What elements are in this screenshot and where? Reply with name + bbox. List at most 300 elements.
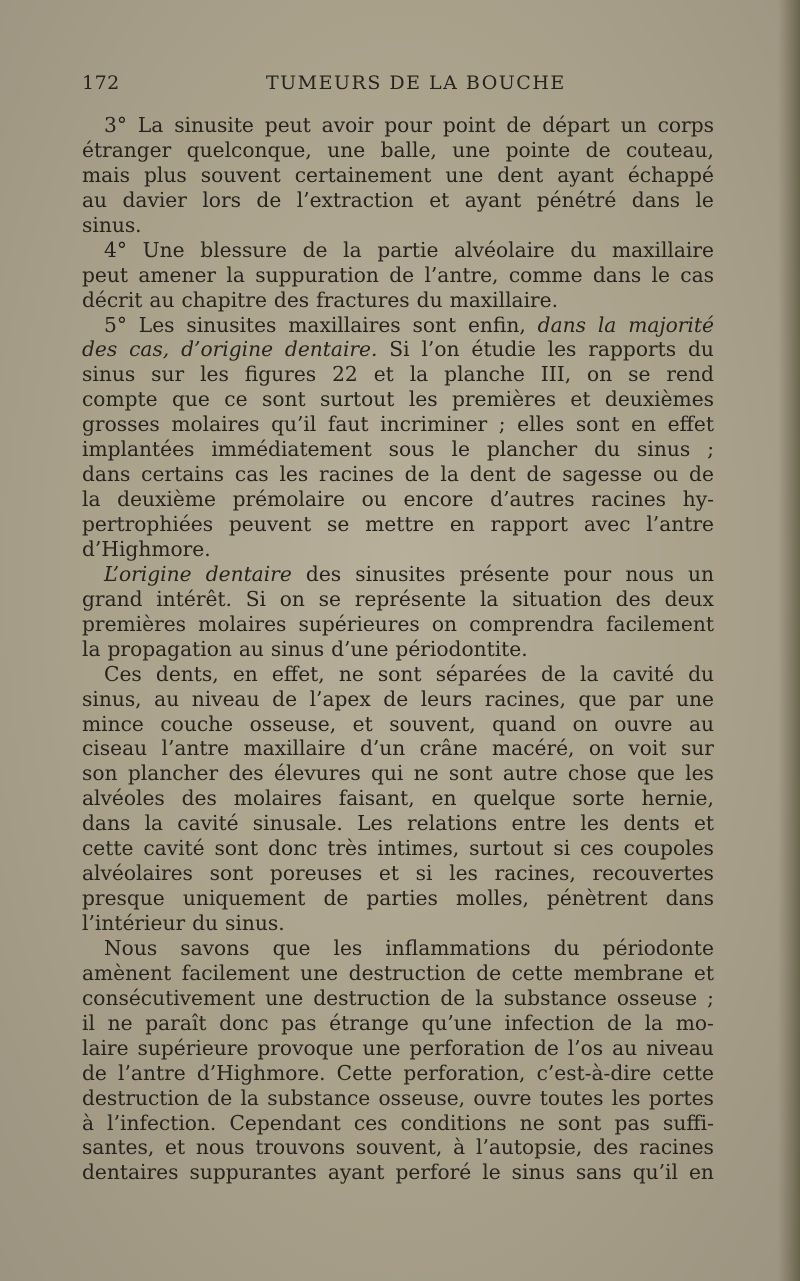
word: racines, [494,861,576,886]
text-line [82,313,714,338]
word: la [82,636,101,661]
word: se [318,586,341,611]
text-line [82,761,714,786]
word: de [256,187,282,212]
word: peut [82,262,128,287]
word: de [440,985,466,1010]
word: propagation [107,636,232,661]
text-line [82,1111,714,1136]
word: dans [82,462,131,487]
word: si [415,861,433,886]
word: que [578,686,617,711]
word: et [693,811,714,836]
word: de [389,262,415,287]
text-line [82,1086,714,1111]
word: se [327,512,350,536]
word: les [685,761,714,786]
word: avoir [321,113,374,137]
word: la [580,661,599,686]
word: et [352,711,373,736]
word: surtout [320,387,395,412]
word: cette [662,1060,714,1085]
word: les [200,362,229,387]
word: au [238,636,264,661]
word: son [82,761,118,786]
word: sont [377,661,422,686]
word: lors [202,187,241,212]
text-line [82,288,714,313]
word: osseuse [616,985,698,1010]
word: pas [281,1010,317,1035]
word: du [688,661,714,686]
word: comprendra [469,611,594,636]
word: ; [707,985,714,1010]
word: Si [389,337,410,362]
word: inflammations [385,935,531,960]
word: l’antre [161,736,230,761]
text-line [82,362,714,387]
word: cette [511,960,564,985]
word: au [154,686,180,711]
word: provoque [257,1035,354,1060]
word: la [475,985,494,1010]
word: La [137,113,164,137]
word: la [82,487,101,512]
word: comme [508,262,583,287]
text-line [82,637,714,662]
word: 22 [332,362,358,387]
word: sous [388,437,435,462]
word: un [687,561,714,586]
word: cavité [143,836,205,861]
word: pour [384,113,432,137]
word: trouvons [255,1135,346,1160]
word: de [533,1035,559,1060]
word: ne [107,1010,133,1035]
word: destruction [82,1085,200,1110]
word: grand [82,586,143,611]
word: qu’il [632,1160,678,1185]
word: on [279,586,305,611]
word: situation [512,586,602,611]
word: sinus. [225,911,285,935]
word: du [192,911,219,935]
word: maxillaires [288,312,401,337]
word: blessure [200,237,287,262]
word: amènent [82,960,172,985]
word: macéré, [492,736,575,761]
word: que [636,761,675,786]
word: la [226,262,245,287]
word: quand [492,711,557,736]
word: conditions [400,1110,507,1135]
word: quelque [473,786,556,811]
word: en [688,1160,714,1185]
word: souvent, [355,1135,443,1160]
word: les [547,337,577,362]
text-line [82,587,714,612]
page-header [82,72,712,98]
word: de [607,1010,632,1035]
word: le [451,437,470,462]
word: maxillaire [611,237,714,262]
word: peuvent [228,512,312,536]
word: cette [82,836,134,861]
word: faut [327,412,369,437]
word: facilement [181,960,290,985]
word: la [597,312,617,337]
word: se [628,362,651,387]
word: des [181,786,217,811]
word: dans [82,811,131,836]
word: implantées [82,437,195,462]
word: ; [498,412,506,437]
word: voit [628,736,667,761]
word: sur [151,362,185,387]
word: un [620,113,647,137]
word: pour [563,561,612,586]
word: du [553,935,580,960]
word: parties [366,886,438,911]
text-line [82,986,714,1011]
word: de [526,462,552,487]
word: premières [451,387,557,412]
word: sur [680,736,714,761]
word: les [580,811,610,836]
word: de [476,960,502,985]
word: étranger [82,137,172,162]
word: 4° [104,237,127,262]
word: des [273,287,310,312]
word: une [676,686,714,711]
word: souvent, [389,711,476,736]
word: donc [219,1010,269,1035]
word: sagesse [562,462,643,487]
text-line [82,662,714,687]
text-line [82,163,714,188]
word: dans [631,187,681,212]
word: les [279,462,309,487]
word: une [265,985,304,1010]
word: d’un [359,736,406,761]
word: la [240,1085,259,1110]
word: en [431,786,457,811]
word: sinusites [186,312,277,337]
word: sont [209,861,254,886]
word: intérêt. [156,586,232,611]
word: destruction [348,960,466,985]
word: 3° [104,113,127,137]
word: sorte [572,786,625,811]
word: infection [504,1010,595,1035]
word: suppuration [255,262,379,287]
word: dentaires [82,1160,179,1185]
word: ce [224,387,248,412]
word: suppurantes [189,1160,317,1185]
word: dans [537,312,586,337]
word: entre [511,811,567,836]
word: du [687,337,714,362]
word: point [442,113,496,137]
word: Si [245,586,266,611]
text-line [82,263,714,288]
text-line [82,961,714,986]
word: prémolaire [232,487,345,512]
word: molaires [233,786,322,811]
word: premières [82,611,187,636]
word: Cependant [229,1110,341,1135]
word: les [408,387,438,412]
word: dentaire [205,561,292,586]
word: relations [407,811,498,836]
word: molles, [455,886,529,911]
word: quelconque, [186,137,312,162]
word: substance [267,1085,371,1110]
word: la [409,362,429,387]
word: du [416,287,443,312]
text-line [82,1036,714,1061]
text-line [82,412,714,437]
word: plancher [127,761,219,786]
word: ouvre [473,1085,532,1110]
word: elles [517,412,565,437]
word: sont [557,1110,602,1135]
word: une [300,960,339,985]
word: donc [268,836,318,861]
word: effet, [271,661,325,686]
word: osseuse, [249,711,337,736]
word: sinusites [355,561,446,586]
word: c’est-à-dire [536,1060,652,1085]
word: alvéoles [82,786,165,811]
word: et [378,861,399,886]
word: sinus [82,362,136,387]
word: perforation [409,1035,525,1060]
word: dans [592,262,642,287]
text-line [82,487,714,512]
word: encore [403,487,474,512]
text-line [82,612,714,637]
word: ne [413,761,439,786]
word: séparées [435,661,527,686]
word: au [612,1035,638,1060]
word: niveau [646,1035,714,1060]
word: représente [354,586,467,611]
text-line [82,836,714,861]
word: le [482,1160,501,1185]
word: à [82,1110,95,1135]
text-line [82,911,714,936]
word: ou [361,487,387,512]
word: Les [138,312,175,337]
word: la [440,462,459,487]
word: de [585,137,611,162]
word: cavité [177,811,239,836]
word: sont [261,387,306,412]
word: l’intérieur [82,911,186,935]
word: molaires [198,611,287,636]
word: de [383,686,409,711]
word: une [327,137,366,162]
word: d’Highmore. [196,1060,326,1085]
text-line [82,562,714,587]
word: à [453,1135,466,1160]
word: destruction [313,985,431,1010]
word: portes [648,1085,714,1110]
word: et [429,187,450,212]
word: plancher [486,437,578,462]
word: pénétré [536,187,617,212]
word: une [362,1035,401,1060]
word: maxillaire. [449,287,559,312]
word: ne [519,1110,545,1135]
word: cavité [612,661,674,686]
word: rapport [490,512,569,536]
word: couteau, [625,137,714,162]
word: alvéolaire [454,237,555,262]
word: ciseau [82,736,148,761]
word: en [631,412,657,437]
word: le [651,262,670,287]
text-line [82,337,714,362]
word: presque [82,886,165,911]
word: chapitre [181,287,267,312]
word: sans [575,1160,622,1185]
word: L’origine [104,561,192,586]
word: peut [264,113,311,137]
word: par [628,686,664,711]
text-line [82,1160,714,1185]
word: dents [623,811,680,836]
word: souvent [200,162,281,187]
word: qu’une [421,1010,492,1035]
text-line [82,1011,714,1036]
word: III, [540,362,572,387]
word: d’Highmore. [82,536,211,561]
word: mettre [365,512,435,536]
word: poreuses [269,861,363,886]
word: de [272,686,298,711]
word: savons [180,935,250,960]
text-line [82,811,714,836]
word: des [615,586,651,611]
word: ayant [464,187,522,212]
word: ces [580,836,614,861]
word: l’antre, [424,262,499,287]
word: de [207,1085,233,1110]
word: mo- [675,1010,714,1035]
text-line [82,1135,714,1160]
word: la [343,237,362,262]
word: sinusale. [252,811,343,836]
word: de [302,237,328,262]
word: décrit [82,287,143,312]
word: Ces [104,661,142,686]
text-line [82,712,714,737]
word: Nous [104,935,158,960]
word: partie [377,237,439,262]
text-line [82,736,714,761]
book-spine-shadow [778,0,800,1281]
word: faisant, [338,786,415,811]
word: au [82,187,108,212]
word: périodontite. [395,636,528,661]
word: pénètrent [546,886,648,911]
word: les [333,935,363,960]
word: cas, [129,337,170,362]
word: osseuse, [378,1085,466,1110]
text-line [82,113,714,138]
word: hernie, [641,786,714,811]
text-line [82,537,714,562]
word: de [541,661,566,686]
word: couche [160,711,234,736]
word: pas [614,1110,650,1135]
word: la [644,1010,664,1035]
word: et [693,960,714,985]
word: sinusite [174,113,254,137]
word: les [611,1085,641,1110]
word: du [570,237,597,262]
word: sinus, [82,686,142,711]
word: que [172,387,210,412]
word: supérieures [298,611,420,636]
word: l’extraction [296,187,414,212]
text-line [82,861,714,886]
word: deuxièmes [604,387,714,412]
word: de [689,462,714,487]
word: du [594,437,621,462]
word: des [82,337,118,362]
word: compte [82,387,158,412]
word: alvéolaires [82,861,193,886]
word: racines [639,1135,714,1160]
word: dent [497,162,544,187]
word: départ [542,113,610,137]
word: immédiatement [211,437,372,462]
word: d’une [331,636,389,661]
word: de [404,462,430,487]
word: la [479,586,499,611]
text-line [82,687,714,712]
word: d’origine [181,337,274,362]
word: rend [666,362,714,387]
word: majorité [628,312,714,337]
text-line [82,786,714,811]
word: on [431,611,458,636]
word: sont [214,836,259,861]
word: nous [625,561,674,586]
word: au [149,287,175,312]
word: effet [667,412,714,437]
word: cas [234,462,269,487]
word: une [452,137,491,162]
word: sont [448,761,493,786]
word: maxillaire [243,736,346,761]
word: de [323,886,349,911]
word: incriminer [380,412,488,437]
word: grosses [82,412,160,437]
word: deuxième [117,487,216,512]
text-line [82,462,714,487]
word: planche [444,362,525,387]
word: racines, [484,686,566,711]
word: au [688,711,714,736]
word: paraît [145,1010,207,1035]
word: toutes [539,1085,604,1110]
word: la [144,811,164,836]
text-line [82,238,714,263]
